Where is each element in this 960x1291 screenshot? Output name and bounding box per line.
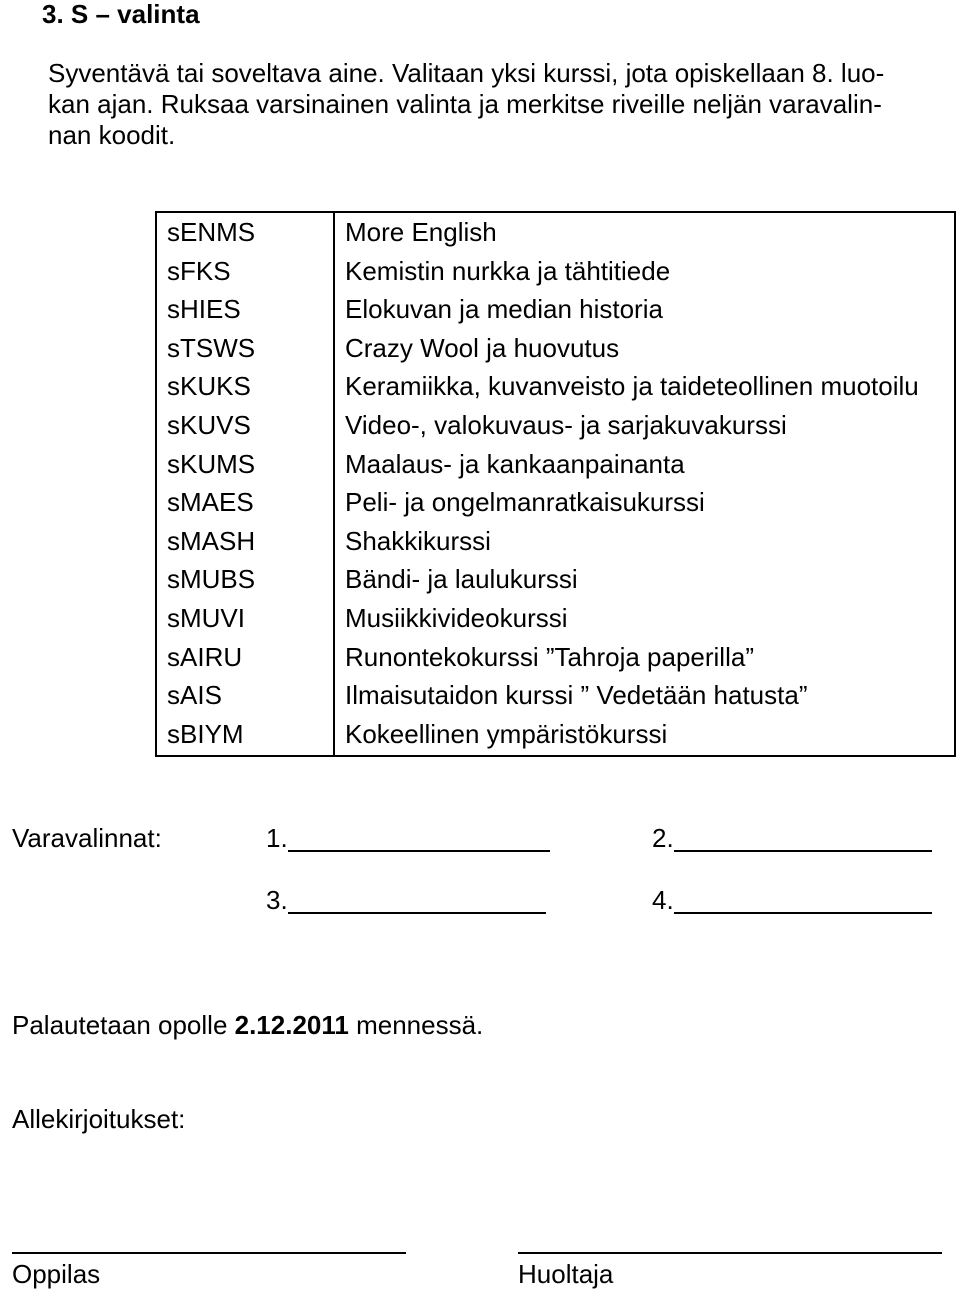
course-name: Kemistin nurkka ja tähtitiede <box>345 255 671 286</box>
course-name: Ilmaisutaidon kurssi ” Vedetään hatusta” <box>345 680 808 711</box>
alternate-slot-3-label: 3. <box>266 885 288 915</box>
course-code: sAIRU <box>167 641 243 672</box>
course-name: Shakkikurssi <box>345 525 491 556</box>
course-row[interactable] <box>157 213 954 252</box>
course-code: sBIYM <box>167 718 244 749</box>
return-note-suffix: mennessä. <box>348 1010 484 1040</box>
course-row[interactable] <box>157 367 954 406</box>
course-code: sMUBS <box>167 564 256 595</box>
course-row[interactable] <box>157 252 954 291</box>
course-row[interactable] <box>157 445 954 484</box>
course-row[interactable] <box>157 290 954 329</box>
course-code: sMAES <box>167 487 254 518</box>
course-row[interactable] <box>157 483 954 522</box>
course-row[interactable] <box>157 715 954 754</box>
course-row[interactable] <box>157 560 954 599</box>
alternate-slot-4-line[interactable] <box>674 912 932 914</box>
course-row[interactable] <box>157 522 954 561</box>
alternates-label: Varavalinnat: <box>12 823 162 853</box>
instructions-line: nan koodit. <box>48 120 176 150</box>
course-code: sKUKS <box>167 371 251 402</box>
student-signature-line[interactable] <box>12 1252 406 1254</box>
guardian-signature-label: Huoltaja <box>518 1259 614 1289</box>
instructions-line: Syventävä tai soveltava aine. Valitaan yksi kurssi, jota opiskellaan 8. luo- <box>48 58 885 88</box>
course-name: Peli- ja ongelmanratkaisukurssi <box>345 487 705 518</box>
instructions-line: kan ajan. Ruksaa varsinainen valinta ja merkitse riveille neljän varavalin- <box>48 89 882 119</box>
course-name: Elokuvan ja median historia <box>345 294 663 325</box>
course-name: Maalaus- ja kankaanpainanta <box>345 448 685 479</box>
alternate-slot-1-label: 1. <box>266 823 288 853</box>
alternate-slot-2-label: 2. <box>652 823 674 853</box>
course-name: Crazy Wool ja huovutus <box>345 332 620 363</box>
return-note-prefix: Palautetaan opolle <box>12 1010 235 1040</box>
course-code: sKUVS <box>167 410 251 440</box>
instructions <box>48 58 885 151</box>
student-signature-label: Oppilas <box>12 1259 101 1289</box>
course-code: sHIES <box>167 294 241 325</box>
course-row[interactable] <box>157 599 954 638</box>
course-code: sENMS <box>167 217 256 247</box>
course-name: Kokeellinen ympäristökurssi <box>345 718 668 749</box>
course-name: Keramiikka, kuvanveisto ja taideteollinen muotoilu <box>345 371 919 402</box>
course-name: Musiikkivideokurssi <box>345 603 568 633</box>
course-row[interactable] <box>157 638 954 677</box>
course-name: Video-, valokuvaus- ja sarjakuvakurssi <box>345 410 787 440</box>
alternate-slot-1-line[interactable] <box>288 850 550 852</box>
course-code: sAIS <box>167 680 222 711</box>
guardian-signature-line[interactable] <box>518 1252 942 1254</box>
course-code: sFKS <box>167 255 231 286</box>
section-heading: 3. S – valinta <box>42 0 200 29</box>
course-name: Runontekokurssi ”Tahroja paperilla” <box>345 641 754 672</box>
course-code: sTSWS <box>167 332 256 363</box>
alternate-slot-2-line[interactable] <box>674 850 932 852</box>
signatures-label: Allekirjoitukset: <box>12 1104 186 1134</box>
course-row[interactable] <box>157 406 954 445</box>
return-note <box>12 1010 483 1040</box>
course-name: Bändi- ja laulukurssi <box>345 564 578 595</box>
course-table <box>155 211 956 757</box>
alternate-slot-3-line[interactable] <box>288 912 546 914</box>
course-row[interactable] <box>157 676 954 715</box>
return-date: 2.12.2011 <box>234 1010 349 1040</box>
alternate-slot-4-label: 4. <box>652 885 674 915</box>
course-code: sKUMS <box>167 448 256 479</box>
course-name: More English <box>345 217 497 247</box>
course-code: sMASH <box>167 525 256 556</box>
course-code: sMUVI <box>167 603 245 633</box>
course-row[interactable] <box>157 329 954 368</box>
